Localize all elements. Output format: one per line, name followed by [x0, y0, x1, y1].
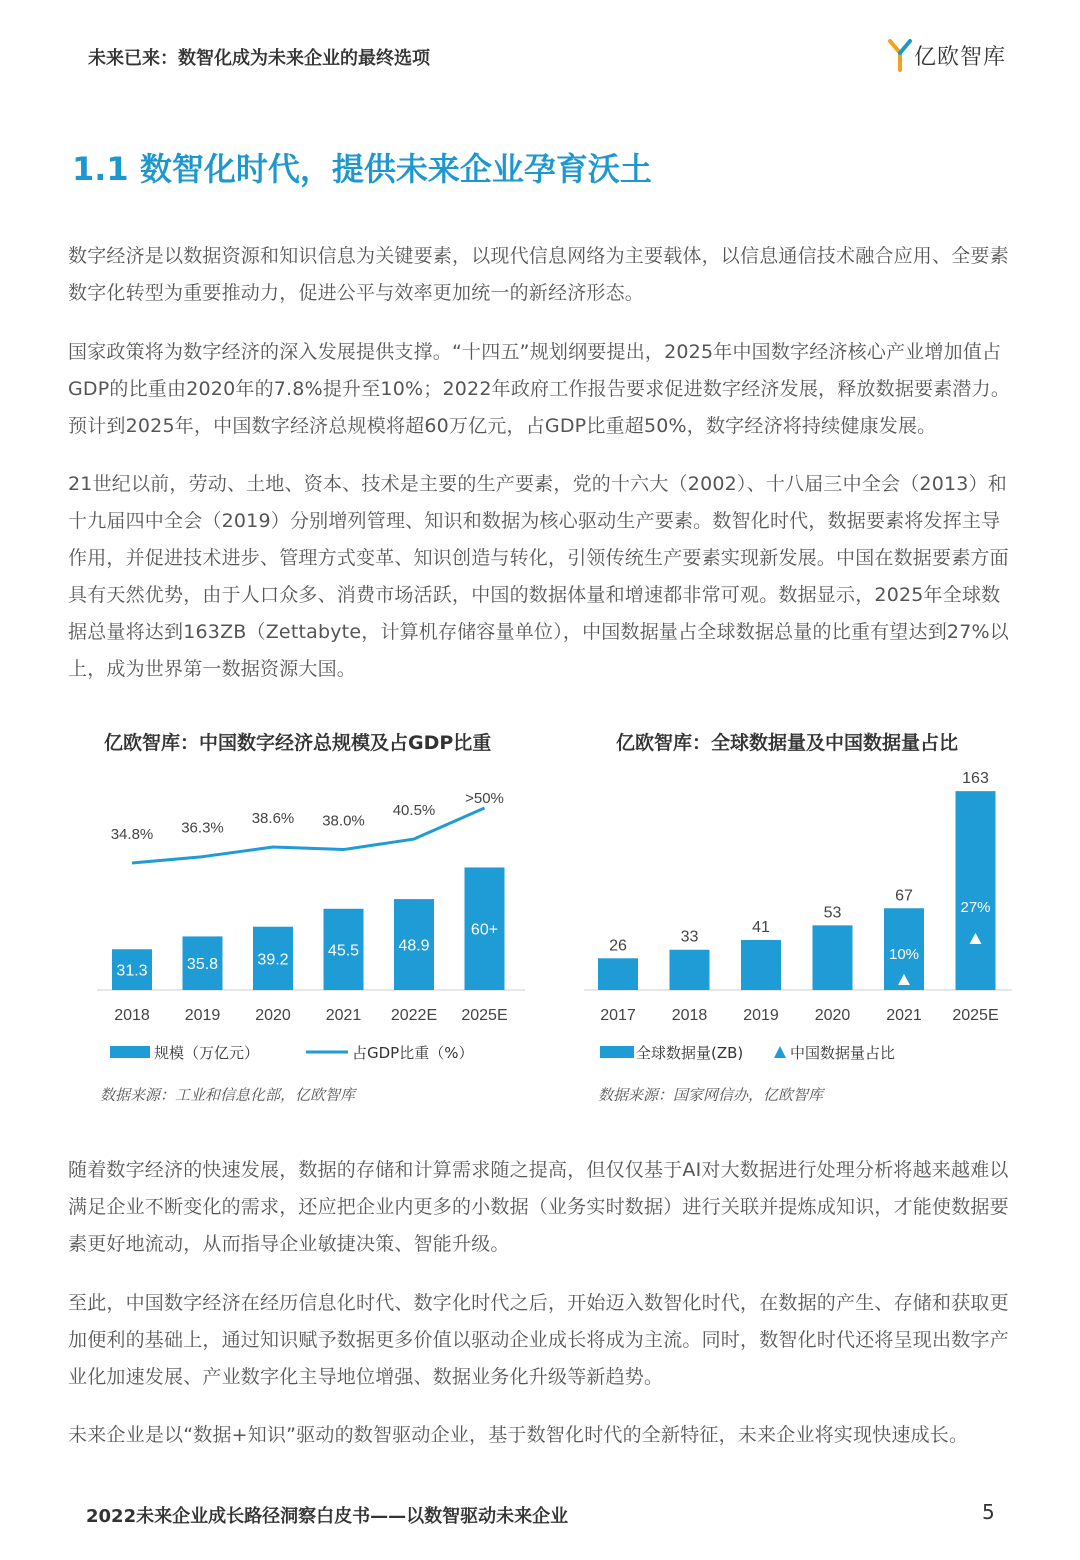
paragraph: 21世纪以前，劳动、土地、资本、技术是主要的生产要素，党的十六大（2002）、十八届三中全会（2013）和十九届四中全会（2019）分别增列管理、知识和数据为核心驱动生产要素。数智化时代，数据要素将发挥主导作用，并促进技术进步、管理方式变革、知识创造与转化，引领传统生产要素实现新发展。中国在数据要素方面具有天然优势，由于人口众多、消费市场活跃，中国的数据体量和增速都非常可观。数据显示，2025年全球数据总量将达到163ZB（Zettabyte，计算机存储容量单位），中国数据量占全球数据总量的比重有望达到27%以上，成为世界第一数据资源大国。: [68, 473, 1009, 680]
bar-value-label: 163: [962, 770, 989, 788]
bar-value-label: 39.2: [257, 951, 289, 969]
bar-value-label: 26: [609, 937, 627, 955]
paragraph: 国家政策将为数字经济的深入发展提供支撑。“十四五”规划纲要提出，2025年中国数字经济核心产业增加值占GDP的比重由2020年的7.8%提升至10%；2022年政府工作报告要求促进数字经济发展，释放数据要素潜力。预计到2025年，中国数字经济总规模将超60万亿元，占GDP比重超50%，数字经济将持续健康发展。: [68, 341, 1011, 437]
bar: [598, 958, 638, 990]
x-tick-label: 2022E: [390, 1007, 438, 1024]
x-tick-label: 2018: [671, 1007, 708, 1024]
chart-title: 亿欧智库：全球数据量及中国数据量占比: [616, 732, 959, 754]
line-value-label: >50%: [465, 790, 504, 807]
line-value-label: 40.5%: [392, 802, 436, 820]
bar-value-label: 67: [895, 887, 913, 905]
brand-logo: [888, 38, 1006, 72]
line-value-label: 38.0%: [322, 812, 365, 830]
bar-value-label: 53: [823, 904, 842, 922]
chart-source: 数据来源：国家网信办，亿欧智库: [598, 1086, 824, 1104]
bar-value-label: 35.8: [186, 956, 219, 974]
x-tick-label: 2017: [600, 1007, 636, 1024]
paragraph: 数字经济是以数据资源和知识信息为关键要素，以现代信息网络为主要载体，以信息通信技术融合应用、全要素数字化转型为重要推动力，促进公平与效率更加统一的新经济形态。: [68, 245, 1009, 304]
x-tick-label: 2021: [325, 1007, 362, 1024]
x-tick-label: 2020: [814, 1007, 851, 1024]
x-tick-label: 2025E: [461, 1007, 508, 1024]
legend-label: 规模（万亿元）: [154, 1044, 260, 1062]
legend-swatch-bar: [110, 1046, 150, 1058]
legend-label: 中国数据量占比: [790, 1044, 896, 1062]
digital-economy-chart: [80, 770, 540, 1080]
bar-value-label: 45.5: [327, 942, 360, 960]
share-value-label: 10%: [888, 946, 920, 963]
legend-label: 占GDP比重（%）: [352, 1044, 474, 1062]
paragraph: 随着数字经济的快速发展，数据的存储和计算需求随之提高，但仅仅基于AI对大数据进行处理分析将越来越难以满足企业不断变化的需求，还应把企业内更多的小数据（业务实时数据）进行关联并提炼成知识，才能使数据要素更好地流动，从而指导企业敏捷决策、智能升级。: [68, 1159, 1009, 1255]
header-title: 未来已来：数智化成为未来企业的最终选项: [88, 48, 430, 69]
bar: [956, 791, 996, 990]
paragraph: 未来企业是以“数据+知识”驱动的数智驱动企业，基于数智化时代的全新特征，未来企业将实现快速成长。: [68, 1424, 969, 1446]
bar-value-label: 48.9: [398, 937, 430, 955]
global-data-chart: [578, 762, 1030, 1080]
legend-label: 全球数据量(ZB): [636, 1044, 744, 1062]
x-tick-label: 2019: [184, 1007, 221, 1024]
x-tick-label: 2018: [114, 1007, 150, 1024]
page-number: 5: [982, 1500, 995, 1524]
bar: [741, 940, 781, 990]
bar-value-label: 60+: [470, 921, 499, 939]
brand-name: 亿欧智库: [914, 44, 1007, 70]
bar-value-label: 33: [680, 928, 699, 946]
bar-value-label: 31.3: [116, 962, 148, 980]
legend-swatch-triangle: [774, 1046, 786, 1058]
x-tick-label: 2025E: [952, 1007, 999, 1024]
bar-value-label: 41: [752, 918, 770, 936]
legend-swatch-bar: [600, 1046, 634, 1058]
line-value-label: 38.6%: [251, 810, 295, 828]
line-value-label: 34.8%: [110, 826, 154, 843]
x-tick-label: 2019: [743, 1007, 779, 1024]
line-value-label: 36.3%: [181, 819, 224, 837]
chart-source: 数据来源：工业和信息化部，亿欧智库: [100, 1086, 356, 1104]
x-tick-label: 2020: [255, 1007, 291, 1024]
bar: [670, 950, 710, 990]
bar: [813, 925, 853, 990]
chart-title: 亿欧智库：中国数字经济总规模及占GDP比重: [104, 732, 492, 754]
section-title: 1.1 数智化时代，提供未来企业孕育沃土: [72, 150, 652, 188]
share-value-label: 27%: [960, 899, 991, 916]
brand-logo-icon: [888, 38, 912, 72]
footer-title: 2022未来企业成长路径洞察白皮书——以数智驱动未来企业: [86, 1506, 569, 1527]
x-tick-label: 2021: [886, 1007, 922, 1024]
paragraph: 至此，中国数字经济在经历信息化时代、数字化时代之后，开始迈入数智化时代，在数据的产生、存储和获取更加便利的基础上，通过知识赋予数据更多价值以驱动企业成长将成为主流。同时，数智化时代还将呈现出数字产业化加速发展、产业数字化主导地位增强、数据业务化升级等新趋势。: [68, 1292, 1009, 1388]
